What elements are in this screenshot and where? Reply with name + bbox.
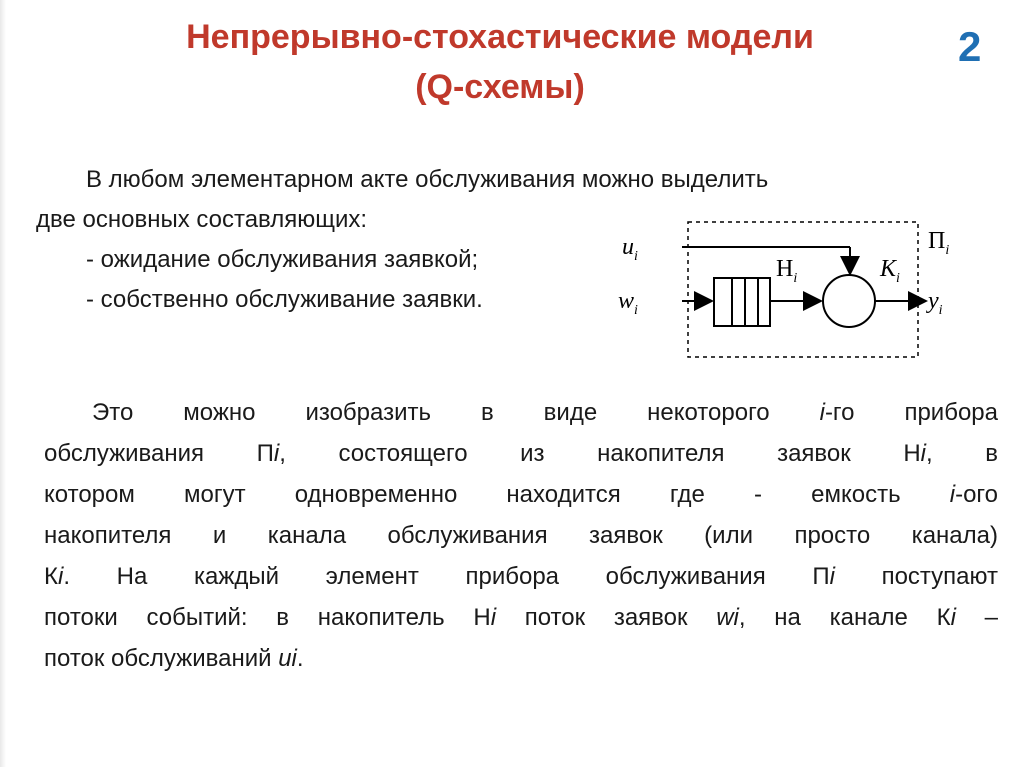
main-paragraph	[44, 392, 998, 679]
main-line-6: потоки событий: в накопитель Нi поток заявок wi, на канале Кi –	[44, 604, 998, 631]
channel-label: $K_i$	[880, 256, 900, 286]
page-number: 2	[958, 23, 982, 70]
queueing-device-diagram	[600, 212, 980, 372]
intro-line-2: две основных составляющих:	[36, 206, 368, 233]
channel-circle	[823, 275, 875, 327]
main-line-2: обслуживания Пi, состоящего из накопителя заявок Нi, в	[44, 440, 998, 467]
storage-label: $Н_i$	[776, 256, 798, 286]
y-label: $y_i$	[928, 288, 943, 318]
intro-line-4: - собственно обслуживание заявки.	[86, 286, 483, 313]
u-label: $u_i$	[622, 234, 638, 264]
title-line-2: (Q-схемы)	[415, 68, 585, 106]
main-line-4: накопителя и канала обслуживания заявок (или просто канала)	[44, 522, 998, 549]
slide-edge-shadow	[0, 0, 6, 767]
w-label: $w_i$	[618, 288, 638, 318]
main-line-7: поток обслуживаний ui.	[44, 645, 304, 672]
main-line-1: Это можно изобразить в виде некоторого i-го прибора	[92, 399, 998, 426]
intro-line-1: В любом элементарном акте обслуживания можно выделить	[86, 166, 769, 193]
intro-line-3: - ожидание обслуживания заявкой;	[86, 246, 479, 273]
main-line-3: котором могут одновременно находится где - емкость i-ого	[44, 481, 998, 508]
title-line-1: Непрерывно-стохастические модели	[186, 18, 814, 56]
slide-title	[120, 12, 880, 112]
storage-box	[714, 278, 770, 326]
main-line-5: Кi. На каждый элемент прибора обслуживания Пi поступают	[44, 563, 998, 590]
device-label: $П_i$	[928, 228, 950, 258]
